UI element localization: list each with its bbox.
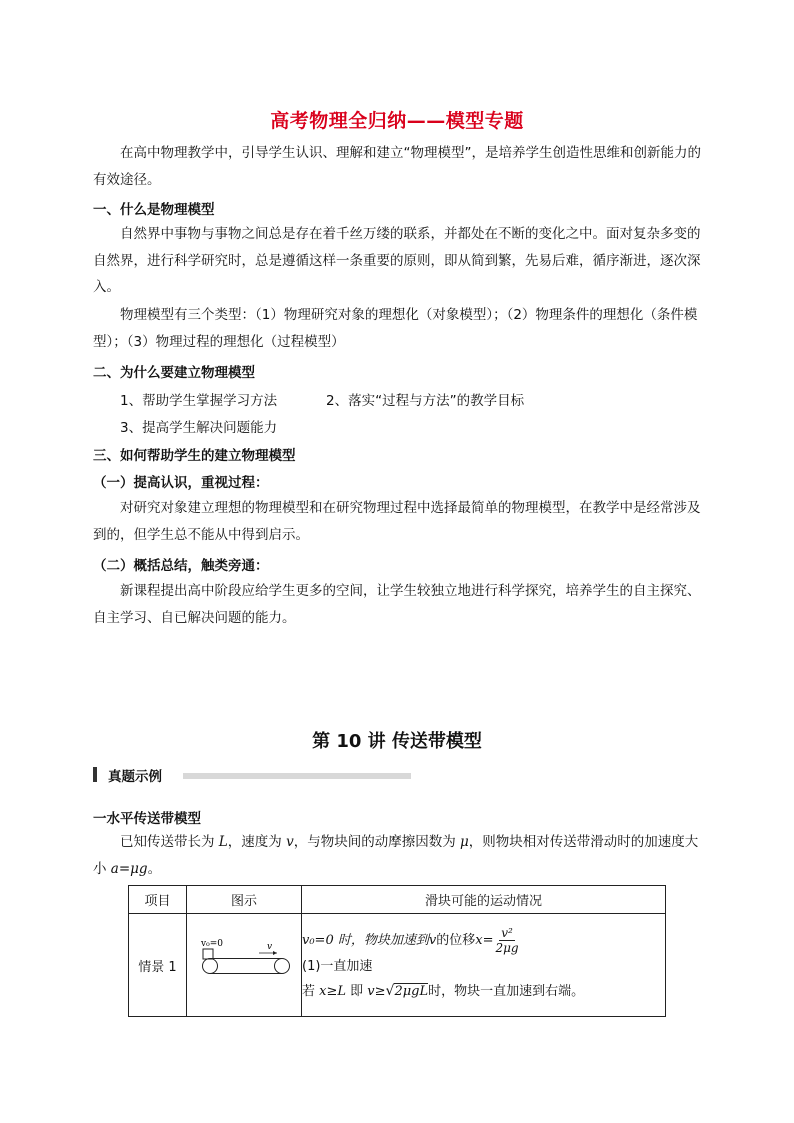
section-3-subheading-2: （二）概括总结，触类旁通： bbox=[93, 558, 269, 574]
row-label: 情景 1 bbox=[129, 914, 187, 1017]
lecture-title: 第 10 讲 传送带模型 bbox=[312, 731, 482, 752]
section-1-paragraph-1: 自然界中事物与事物之间总是存在着千丝万缕的联系，并都处在不断的变化之中。面对复杂多变的自然界，进行科学研究时，总是遵循这样一条重要的原则，即从简到繁，先易后难，循序渐进，逐次深入。 bbox=[93, 226, 701, 295]
fraction-numerator: v² bbox=[501, 926, 513, 940]
block-icon bbox=[203, 949, 213, 959]
model-subheading: 一水平传送带模型 bbox=[93, 811, 201, 827]
table-header-row bbox=[129, 886, 666, 914]
section-3-paragraph-1: 对研究对象建立理想的物理模型和在研究物理过程中选择最简单的物理模型，在教学中是经常涉及到的，但学生总不能从中得到启示。 bbox=[93, 500, 701, 543]
model-intro-paragraph: 已知传送带长为 L，速度为 v，与物块间的动摩擦因数为 μ，则物块相对传送带滑动时的加速度大小 a=μg。 bbox=[93, 834, 699, 877]
section-1-heading: 一、什么是物理模型 bbox=[93, 202, 215, 218]
motion-line-2: (1)一直加速 bbox=[302, 959, 373, 974]
header-item: 项目 bbox=[129, 886, 187, 914]
section-2-item-1: 1、帮助学生掌握学习方法 bbox=[120, 393, 278, 409]
right-pulley-icon bbox=[275, 959, 290, 974]
header-motion: 滑块可能的运动情况 bbox=[302, 886, 666, 914]
section-label: 真题示例 bbox=[108, 769, 162, 785]
motion-line-1: v₀=0 时，物块加速到 v 的位移 x= $\frac{\text{v²}}{2\mu g}$ bbox=[302, 926, 519, 955]
section-2-item-3: 3、提高学生解决问题能力 bbox=[120, 420, 278, 436]
conveyor-table bbox=[128, 885, 666, 1017]
sqrt-body: 2μgL bbox=[394, 984, 429, 999]
diagram-v-label: v bbox=[267, 942, 273, 952]
diagram-v0-label: v₀=0 bbox=[201, 939, 223, 949]
displacement-fraction bbox=[495, 926, 518, 955]
section-2-heading: 二、为什么要建立物理模型 bbox=[93, 365, 255, 381]
intro-paragraph: 在高中物理教学中，引导学生认识、理解和建立“物理模型”，是培养学生创造性思维和创新能力的有效途径。 bbox=[93, 145, 701, 188]
fraction-denominator: 2μg bbox=[495, 941, 519, 955]
arrow-head-icon bbox=[273, 951, 277, 955]
page-title: 高考物理全归纳——模型专题 bbox=[270, 110, 524, 132]
section-3-subheading-1: （一）提高认识，重视过程： bbox=[93, 475, 269, 491]
header-diagram: 图示 bbox=[187, 886, 302, 914]
motion-description bbox=[302, 914, 666, 1017]
motion-line-3: 若 x≥L 即 v≥√2μgL时，物块一直加速到右端。 bbox=[302, 983, 585, 999]
section-3-heading: 三、如何帮助学生的建立物理模型 bbox=[93, 448, 296, 464]
conveyor-belt-diagram bbox=[187, 914, 301, 1012]
section-marker-bar bbox=[93, 767, 97, 782]
table-row bbox=[129, 914, 666, 1017]
conveyor-diagram-cell bbox=[187, 914, 302, 1017]
left-pulley-icon bbox=[203, 959, 218, 974]
section-1-paragraph-2: 物理模型有三个类型：（1）物理研究对象的理想化（对象模型）；（2）物理条件的理想化（条件模型）；（3）物理过程的理想化（过程模型） bbox=[93, 307, 698, 350]
section-rule bbox=[183, 773, 411, 779]
section-3-paragraph-2: 新课程提出高中阶段应给学生更多的空间，让学生较独立地进行科学探究，培养学生的自主探究、自主学习、自已解决问题的能力。 bbox=[93, 583, 701, 626]
section-2-item-2: 2、落实“过程与方法”的教学目标 bbox=[326, 393, 525, 409]
